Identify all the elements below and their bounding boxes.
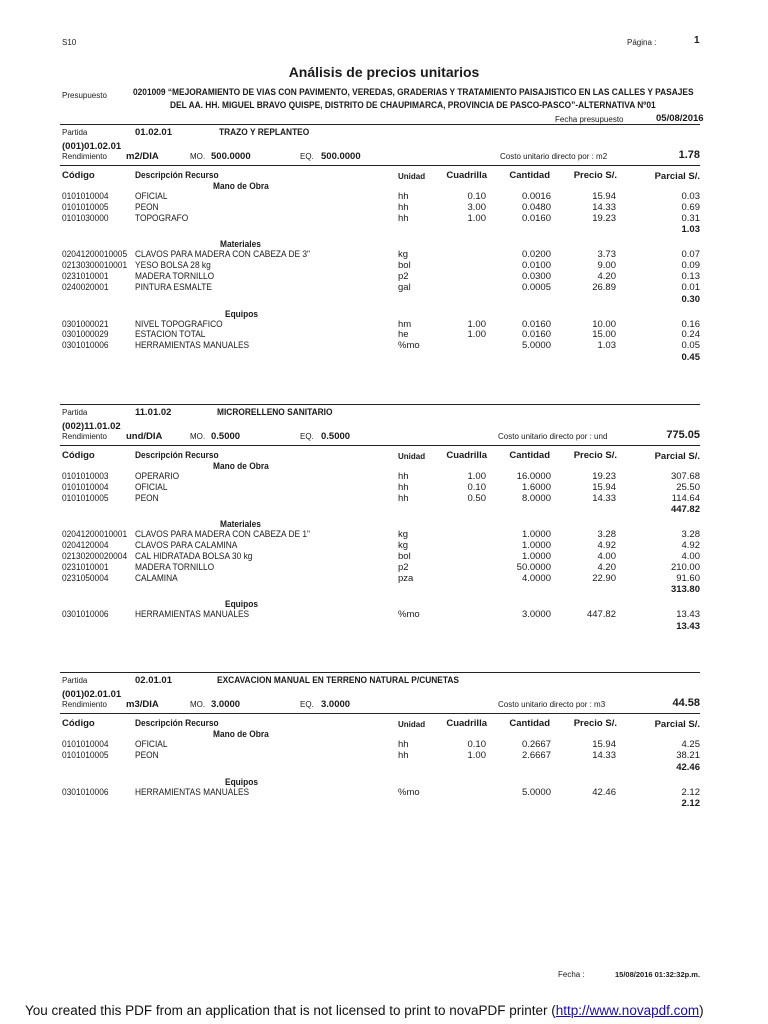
partida-id: (002)11.01.02 <box>62 421 121 432</box>
row-codigo: 02130200020004 <box>62 551 128 562</box>
row-descripcion: PEON <box>135 749 159 761</box>
rendimiento-label: Rendimiento <box>62 700 107 709</box>
row-descripcion: CALAMINA <box>135 572 178 584</box>
novapdf-link[interactable]: http://www.novapdf.com <box>555 1003 700 1018</box>
row-descripcion: NIVEL TOPOGRAFICO <box>135 318 223 330</box>
report-code: S10 <box>62 38 77 47</box>
row-parcial: 2.12 <box>681 786 700 798</box>
fecha-value: 15/08/2016 01:32:32p.m. <box>615 970 701 979</box>
row-parcial: 25.50 <box>676 481 700 493</box>
row-codigo: 0101010004 <box>62 481 109 493</box>
row-codigo: 0231010001 <box>62 271 109 282</box>
row-cuadrilla: 0.10 <box>467 739 486 750</box>
group-subtotal: 447.82 <box>670 504 700 516</box>
row-parcial: 210.00 <box>670 561 700 573</box>
col-codigo: Código <box>62 718 95 729</box>
row-descripcion: ESTACION TOTAL <box>135 329 206 341</box>
costo-unitario-value: 775.05 <box>666 429 700 441</box>
mo-value: 500.0000 <box>211 151 251 162</box>
col-descripcion: Descripción Recurso <box>135 718 219 729</box>
rendimiento-label: Rendimiento <box>62 432 107 441</box>
row-precio: 4.92 <box>597 540 616 552</box>
row-precio: 15.94 <box>592 481 616 493</box>
row-cantidad: 1.6000 <box>521 481 551 493</box>
row-precio: 4.20 <box>597 561 616 573</box>
fecha-presupuesto-value: 05/08/2016 <box>656 113 704 124</box>
row-cantidad: 5.0000 <box>521 786 551 798</box>
row-unidad: %mo <box>398 340 420 352</box>
group-title: Equipos <box>225 599 258 611</box>
col-parcial: Parcial S/. <box>654 451 700 462</box>
row-descripcion: OFICIAL <box>135 481 168 493</box>
row-precio: 19.23 <box>592 212 616 224</box>
row-descripcion: HERRAMIENTAS MANUALES <box>135 786 250 798</box>
row-precio: 15.94 <box>592 191 616 202</box>
row-unidad: bol <box>398 260 411 272</box>
row-unidad: hh <box>398 481 409 493</box>
row-cantidad: 0.0160 <box>521 212 551 224</box>
row-unidad: p2 <box>398 271 409 282</box>
row-codigo: 0204120004 <box>62 540 109 552</box>
col-codigo: Código <box>62 450 95 461</box>
row-cantidad: 0.0005 <box>521 281 551 293</box>
page-number: 1 <box>694 35 700 46</box>
partida-label: Partida <box>62 128 88 137</box>
row-cantidad: 0.0160 <box>521 329 551 341</box>
row-cantidad: 0.0480 <box>521 201 551 213</box>
row-unidad: bol <box>398 551 411 562</box>
row-cuadrilla: 1.00 <box>467 749 486 761</box>
col-cuadrilla: Cuadrilla <box>446 170 487 181</box>
col-precio: Precio S/. <box>573 718 617 729</box>
col-cuadrilla: Cuadrilla <box>446 718 487 729</box>
page-title: Análisis de precios unitarios <box>288 64 480 80</box>
row-descripcion: TOPOGRAFO <box>135 212 189 224</box>
row-cantidad: 2.6667 <box>521 749 551 761</box>
row-cantidad: 0.2667 <box>521 739 551 750</box>
license-note-prefix: You created this PDF from an application that is not licensed to print to novaPDF printer ( <box>25 1003 556 1018</box>
mo-label: MO. <box>190 700 206 709</box>
row-unidad: kg <box>398 249 409 261</box>
group-title: Mano de Obra <box>213 461 269 472</box>
row-codigo: 0101030000 <box>62 212 109 224</box>
eq-value: 0.5000 <box>321 431 351 442</box>
header-separator <box>60 165 700 166</box>
partida-label: Partida <box>62 408 88 417</box>
row-cantidad: 1.0000 <box>521 551 551 562</box>
row-cuadrilla: 1.00 <box>467 329 486 341</box>
row-parcial: 3.28 <box>681 529 700 541</box>
mo-value: 3.0000 <box>211 699 241 710</box>
row-precio: 3.28 <box>597 529 616 541</box>
row-cuadrilla: 1.00 <box>467 212 486 224</box>
partida-id: (001)02.01.01 <box>62 689 122 700</box>
rendimiento-unit: m2/DIA <box>126 151 159 162</box>
row-descripcion: OFICIAL <box>135 739 168 750</box>
row-descripcion: CLAVOS PARA MADERA CON CABEZA DE 1" <box>135 529 311 541</box>
eq-label: EQ. <box>300 152 314 161</box>
row-cantidad: 1.0000 <box>521 540 551 552</box>
header-separator <box>60 445 700 446</box>
row-descripcion: MADERA TORNILLO <box>135 561 215 573</box>
group-subtotal: 2.12 <box>681 798 700 810</box>
page-label: Página : <box>627 38 657 47</box>
row-cantidad: 1.0000 <box>521 529 551 541</box>
row-descripcion: PINTURA ESMALTE <box>135 281 212 293</box>
row-codigo: 0301010006 <box>62 340 109 352</box>
header-separator <box>60 713 700 714</box>
partida-label: Partida <box>62 676 88 685</box>
row-unidad: gal <box>398 281 411 293</box>
costo-unitario-label: Costo unitario directo por : m2 <box>500 152 608 161</box>
license-note-suffix: ) <box>699 1003 704 1018</box>
row-descripcion: MADERA TORNILLO <box>135 271 215 282</box>
partida-name: TRAZO Y REPLANTEO <box>219 127 310 138</box>
partida-separator <box>60 404 700 405</box>
row-unidad: p2 <box>398 561 409 573</box>
partida-code: 11.01.02 <box>135 407 172 418</box>
row-precio: 19.23 <box>592 471 616 482</box>
row-codigo: 0101010004 <box>62 739 109 750</box>
row-unidad: kg <box>398 540 409 552</box>
row-descripcion: CAL HIDRATADA BOLSA 30 kg <box>135 551 253 562</box>
row-descripcion: CLAVOS PARA MADERA CON CABEZA DE 3" <box>135 249 311 261</box>
row-cantidad: 50.0000 <box>516 561 551 573</box>
group-subtotal: 313.80 <box>670 584 700 596</box>
row-unidad: %mo <box>398 786 420 798</box>
row-precio: 447.82 <box>586 609 616 621</box>
partida-code: 01.02.01 <box>135 127 172 138</box>
rendimiento-unit: m3/DIA <box>126 699 159 710</box>
mo-value: 0.5000 <box>211 431 241 442</box>
fecha-presupuesto-label: Fecha presupuesto <box>555 115 624 124</box>
mo-label: MO. <box>190 432 206 441</box>
row-descripcion: PEON <box>135 492 159 504</box>
eq-value: 500.0000 <box>321 151 361 162</box>
row-precio: 26.89 <box>592 281 616 293</box>
presupuesto-label: Presupuesto <box>62 91 107 100</box>
row-cantidad: 16.0000 <box>516 471 551 482</box>
row-descripcion: YESO BOLSA 28 kg <box>135 260 211 272</box>
row-parcial: 0.24 <box>681 329 700 341</box>
row-cuadrilla: 3.00 <box>467 201 486 213</box>
col-unidad: Unidad <box>398 452 426 461</box>
costo-unitario-label: Costo unitario directo por : und <box>498 432 608 441</box>
row-precio: 10.00 <box>592 318 616 330</box>
row-codigo: 0301010006 <box>62 786 109 798</box>
group-title: Mano de Obra <box>213 729 269 740</box>
row-codigo: 0301010006 <box>62 609 109 621</box>
row-codigo: 02041200010001 <box>62 529 128 541</box>
row-parcial: 307.68 <box>670 471 700 482</box>
row-codigo: 0231010001 <box>62 561 109 573</box>
group-title: Materiales <box>220 239 261 251</box>
partida-name: EXCAVACION MANUAL EN TERRENO NATURAL P/CUNETAS <box>217 675 459 686</box>
costo-unitario-value: 1.78 <box>678 149 700 161</box>
row-codigo: 0101010005 <box>62 201 109 213</box>
row-parcial: 0.69 <box>681 201 700 213</box>
col-cantidad: Cantidad <box>509 170 550 181</box>
row-descripcion: HERRAMIENTAS MANUALES <box>135 340 250 352</box>
group-subtotal: 13.43 <box>676 621 700 633</box>
partida-name: MICRORELLENO SANITARIO <box>217 407 333 418</box>
row-unidad: kg <box>398 529 409 541</box>
row-descripcion: OFICIAL <box>135 191 168 202</box>
row-descripcion: PEON <box>135 201 159 213</box>
col-unidad: Unidad <box>398 720 426 729</box>
col-cantidad: Cantidad <box>509 718 550 729</box>
row-parcial: 13.43 <box>676 609 700 621</box>
row-unidad: %mo <box>398 609 420 621</box>
row-cuadrilla: 0.10 <box>467 191 486 202</box>
col-cuadrilla: Cuadrilla <box>446 450 487 461</box>
row-parcial: 38.21 <box>676 749 700 761</box>
row-unidad: hh <box>398 739 409 750</box>
row-codigo: 0301000021 <box>62 318 109 330</box>
group-subtotal: 42.46 <box>676 761 700 773</box>
row-codigo: 0301000029 <box>62 329 109 341</box>
row-parcial: 0.31 <box>681 212 700 224</box>
row-unidad: pza <box>398 572 414 584</box>
group-title: Equipos <box>225 776 258 788</box>
group-title: Equipos <box>225 308 258 320</box>
presupuesto-line-1: 0201009 “MEJORAMIENTO DE VIAS CON PAVIMENTO, VEREDAS, GRADERIAS Y TRATAMIENTO PAISAJISTICO EN LAS CALLES Y PASAJES <box>133 87 694 98</box>
costo-unitario-value: 44.58 <box>672 697 700 709</box>
mo-label: MO. <box>190 152 206 161</box>
col-parcial: Parcial S/. <box>654 171 700 182</box>
row-codigo: 0240020001 <box>62 281 109 293</box>
row-unidad: hh <box>398 492 409 504</box>
row-parcial: 0.01 <box>681 281 700 293</box>
row-parcial: 4.92 <box>681 540 700 552</box>
row-cantidad: 8.0000 <box>521 492 551 504</box>
eq-value: 3.0000 <box>321 699 351 710</box>
row-codigo: 0101010004 <box>62 191 109 202</box>
col-cantidad: Cantidad <box>509 450 550 461</box>
row-precio: 4.00 <box>597 551 616 562</box>
row-cuadrilla: 0.50 <box>467 492 486 504</box>
col-descripcion: Descripción Recurso <box>135 450 219 461</box>
row-precio: 15.00 <box>592 329 616 341</box>
partida-code: 02.01.01 <box>135 675 172 686</box>
row-precio: 42.46 <box>592 786 616 798</box>
col-precio: Precio S/. <box>573 170 617 181</box>
row-precio: 1.03 <box>597 340 616 352</box>
row-unidad: hh <box>398 212 409 224</box>
fecha-label: Fecha : <box>558 970 585 979</box>
group-subtotal: 0.30 <box>681 293 700 305</box>
row-precio: 9.00 <box>597 260 616 272</box>
row-parcial: 0.16 <box>681 318 700 330</box>
row-codigo: 0101010005 <box>62 492 109 504</box>
row-cantidad: 3.0000 <box>521 609 551 621</box>
partida-id: (001)01.02.01 <box>62 141 122 152</box>
rendimiento-label: Rendimiento <box>62 152 107 161</box>
row-precio: 4.20 <box>597 271 616 282</box>
row-precio: 22.90 <box>592 572 616 584</box>
row-cuadrilla: 1.00 <box>467 318 486 330</box>
row-cuadrilla: 0.10 <box>467 481 486 493</box>
row-unidad: he <box>398 329 409 341</box>
row-unidad: hh <box>398 201 409 213</box>
col-precio: Precio S/. <box>573 450 617 461</box>
row-descripcion: OPERARIO <box>135 471 180 482</box>
partida-separator <box>60 672 700 673</box>
row-codigo: 0231050004 <box>62 572 109 584</box>
row-cantidad: 0.0100 <box>521 260 551 272</box>
row-cantidad: 0.0200 <box>521 249 551 261</box>
license-note <box>25 1003 704 1018</box>
row-codigo: 0101010003 <box>62 471 109 482</box>
presupuesto-line-2: DEL AA. HH. MIGUEL BRAVO QUISPE, DISTRITO DE CHAUPIMARCA, PROVINCIA DE PASCO-PASCO”-ALTERNATIVA Nº01 <box>170 100 656 111</box>
col-parcial: Parcial S/. <box>654 719 700 730</box>
group-title: Mano de Obra <box>213 181 269 192</box>
row-parcial: 0.07 <box>681 249 700 261</box>
rendimiento-unit: und/DIA <box>126 431 163 442</box>
row-unidad: hm <box>398 318 412 330</box>
row-parcial: 0.09 <box>681 260 700 272</box>
group-subtotal: 1.03 <box>681 224 700 236</box>
row-codigo: 0101010005 <box>62 749 109 761</box>
row-cantidad: 0.0300 <box>521 271 551 282</box>
row-unidad: hh <box>398 749 409 761</box>
row-cuadrilla: 1.00 <box>467 471 486 482</box>
row-parcial: 114.64 <box>671 492 700 504</box>
row-cantidad: 4.0000 <box>521 572 551 584</box>
row-cantidad: 5.0000 <box>521 340 551 352</box>
row-parcial: 91.60 <box>676 572 700 584</box>
row-cantidad: 0.0016 <box>521 191 551 202</box>
row-precio: 3.73 <box>597 249 616 261</box>
eq-label: EQ. <box>300 700 314 709</box>
row-parcial: 0.03 <box>681 191 700 202</box>
row-parcial: 0.13 <box>681 271 700 282</box>
row-parcial: 4.00 <box>681 551 700 562</box>
col-unidad: Unidad <box>398 172 426 181</box>
col-codigo: Código <box>62 170 95 181</box>
row-descripcion: HERRAMIENTAS MANUALES <box>135 609 250 621</box>
row-unidad: hh <box>398 191 409 202</box>
col-descripcion: Descripción Recurso <box>135 170 219 181</box>
row-codigo: 02130300010001 <box>62 260 128 272</box>
eq-label: EQ. <box>300 432 314 441</box>
row-parcial: 0.05 <box>681 340 700 352</box>
row-unidad: hh <box>398 471 409 482</box>
row-precio: 15.94 <box>592 739 616 750</box>
costo-unitario-label: Costo unitario directo por : m3 <box>498 700 606 709</box>
row-codigo: 02041200010005 <box>62 249 128 261</box>
row-parcial: 4.25 <box>681 739 700 750</box>
row-precio: 14.33 <box>592 201 616 213</box>
group-subtotal: 0.45 <box>681 352 700 363</box>
row-precio: 14.33 <box>592 492 616 504</box>
group-title: Materiales <box>220 519 261 531</box>
row-descripcion: CLAVOS PARA CALAMINA <box>135 540 238 552</box>
partida-separator <box>60 124 700 125</box>
row-precio: 14.33 <box>592 749 616 761</box>
row-cantidad: 0.0160 <box>521 318 551 330</box>
